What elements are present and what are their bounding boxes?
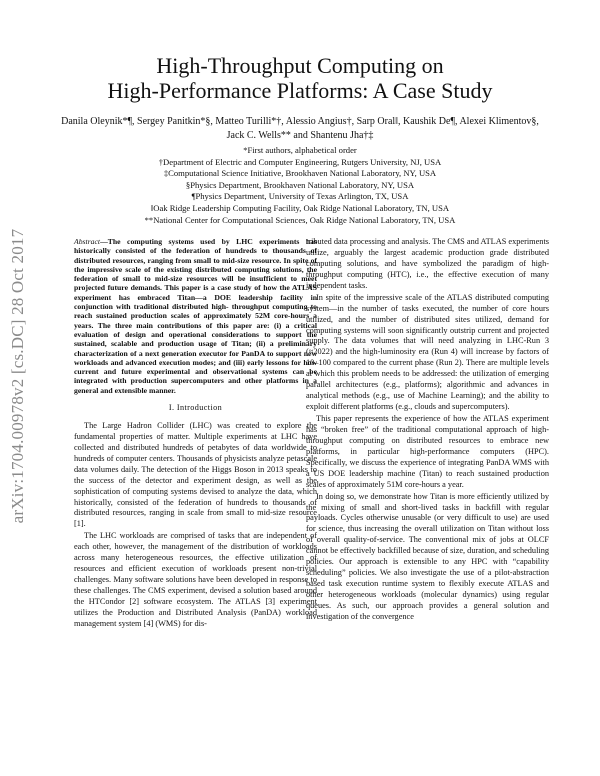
- title-line-2: High-Performance Platforms: A Case Study: [107, 78, 493, 103]
- author-list: Danila Oleynik*¶, Sergey Panitkin*§, Matteo Turilli*†, Alessio Angius†, Sarp Oral‖, Kaushik De¶, Alexei Klimentov§, Jack C. Wells** and Shantenu Jha†‡: [61, 116, 539, 141]
- paper-title: [60, 53, 540, 103]
- arxiv-id-text: arXiv:1704.00978v2 [cs.DC] 28 Oct 2017: [8, 228, 27, 524]
- affiliation-rutgers: †Department of Electric and Computer Engineering, Rutgers University, NJ, USA: [158, 156, 442, 167]
- section-heading: I. Introduction: [168, 403, 223, 413]
- intro-paragraph: The Large Hadron Collider (LHC) was created to explore the fundamental properties of matter. Multiple experiments at LHC have collected and distributed hundreds of petabytes of data worldwide to hundreds of computer centers. Thousands of physicists analyze petascale data volumes daily. The detection of the Higgs Boson in 2013 speaks to the success of the detector and experiment design, as well as the sophistication of computing systems devised to analyze the data, which historically, consisted of the federation of hundreds to thousands of distributed resources, ranging in scale from small to mid-size resource [1].: [74, 420, 317, 529]
- abstract: [74, 237, 317, 395]
- body-paragraph: In spite of the impressive scale of the ATLAS distributed computing system—in the number of tasks executed, the number of core hours utilized, and the number of distributed sites utilized, demand for computing systems will soon significantly outstrip current and projected supply. The data volumes that will need analyzing in LHC-Run 3 (≈2022) and the high-luminosity era (Run 4) will increase by factors of 10–100 compared to the current phase (Run 2). There are multiple levels at which this problem needs to be addressed: the utilization of emerging parallel architectures (e.g., platforms); algorithmic and advances in analytical methods (e.g., use of Machine Learning); and the ability to exploit different platforms (e.g., clouds and supercomputers).: [306, 292, 549, 412]
- intro-paragraph: The LHC workloads are comprised of tasks that are independent of each other, however, the management of the distribution of workloads across many heterogeneous resources, the effective utilization of resources and efficient execution of workloads present non-trivial challenges. Many software solutions have been developed in response to these challenges. The CMS experiment, devised a solution based around the HTCondor [2] software ecosystem. The ATLAS [3] experiment utilizes the Production and Distributed Analysis (PanDA) workload management system [4] (WMS) for dis-: [74, 531, 317, 628]
- affiliations: [60, 145, 540, 226]
- affiliation-bnl-csi: ‡Computational Science Initiative, Brookhaven National Laboratory, NY, USA: [163, 168, 437, 179]
- continued-paragraph: tributed data processing and analysis. The CMS and ATLAS experiments utilize, arguably the largest academic production grade distributed computing solutions, and have symbolized the paradigm of high-throughput computing (HTC), i.e., the effective execution of many independent tasks.: [306, 237, 549, 290]
- affiliation-note: *First authors, alphabetical order: [243, 145, 357, 155]
- left-column: [74, 237, 317, 631]
- affiliation-nccs: **National Center for Computational Sciences, Oak Ridge National Laboratory, TN, USA: [144, 214, 456, 225]
- body-paragraph: In doing so, we demonstrate how Titan is more efficiently utilized by the mixing of small and short-lived tasks in backfill with regular payloads. Cycles otherwise unusable (or very difficult to use) are used for science, thus increasing the overall utilization on Titan without loss of overall quality-of-service. The conventional mix of jobs at OLCF cannot be effectively backfilled because of size, duration, and scheduling policies. Our approach is extensible to any HPC with “capability scheduling” policies. We also investigate the use of a pilot-abstraction based task execution runtime system to flexibly execute ATLAS and other heterogeneous workloads (molecular dynamics) using regular queues. As such, our approach provides a general solution and investigation of the convergence: [306, 491, 549, 621]
- abstract-label: Abstract: [74, 237, 101, 246]
- body-paragraph: This paper represents the experience of how the ATLAS experiment has “broken free” of the traditional computational approach of high-throughput computing on distributed resources to embrace new platforms, in particular high-performance computers (HPC). Specifically, we discuss the experience of integrating PanDA WMS with a US DOE leadership machine (Titan) to reach sustained production scales of approximately 51M core-hours a year.: [306, 414, 549, 489]
- affiliation-olcf: ‖Oak Ridge Leadership Computing Facility, Oak Ridge National Laboratory, TN, USA: [150, 202, 450, 213]
- title-line-1: High-Throughput Computing on: [156, 53, 444, 78]
- abstract-text: —The computing systems used by LHC experiments has historically consisted of the federation of hundreds to thousands of distributed resources, ranging from small to mid-size resource. In spite of the impressive scale of the existing distributed computing solutions, the federation of small to mid-size resources will be insufficient to meet projected future demands. This paper is a case study of how the ATLAS experiment has embraced Titan—a DOE leadership facility in conjunction with traditional distributed high- throughput computing to reach sustained production scales of approximately 52M core-hours a years. The three main contributions of this paper are: (i) a critical evaluation of design and operational considerations to support the sustained, scalable and production usage of Titan; (ii) a preliminary characterization of a next generation executor for PanDA to support new workloads and advanced execution modes; and (iii) early lessons for how current and future experimental and observational systems can be integrated with production supercomputers and other platforms in a general and extensible manner.: [74, 237, 317, 395]
- right-column: [306, 237, 549, 624]
- affiliation-uta: ¶Physics Department, University of Texas Arlington, TX, USA: [191, 191, 409, 202]
- arxiv-identifier: [6, 196, 30, 556]
- affiliation-bnl-physics: §Physics Department, Brookhaven National Laboratory, NY, USA: [185, 179, 415, 190]
